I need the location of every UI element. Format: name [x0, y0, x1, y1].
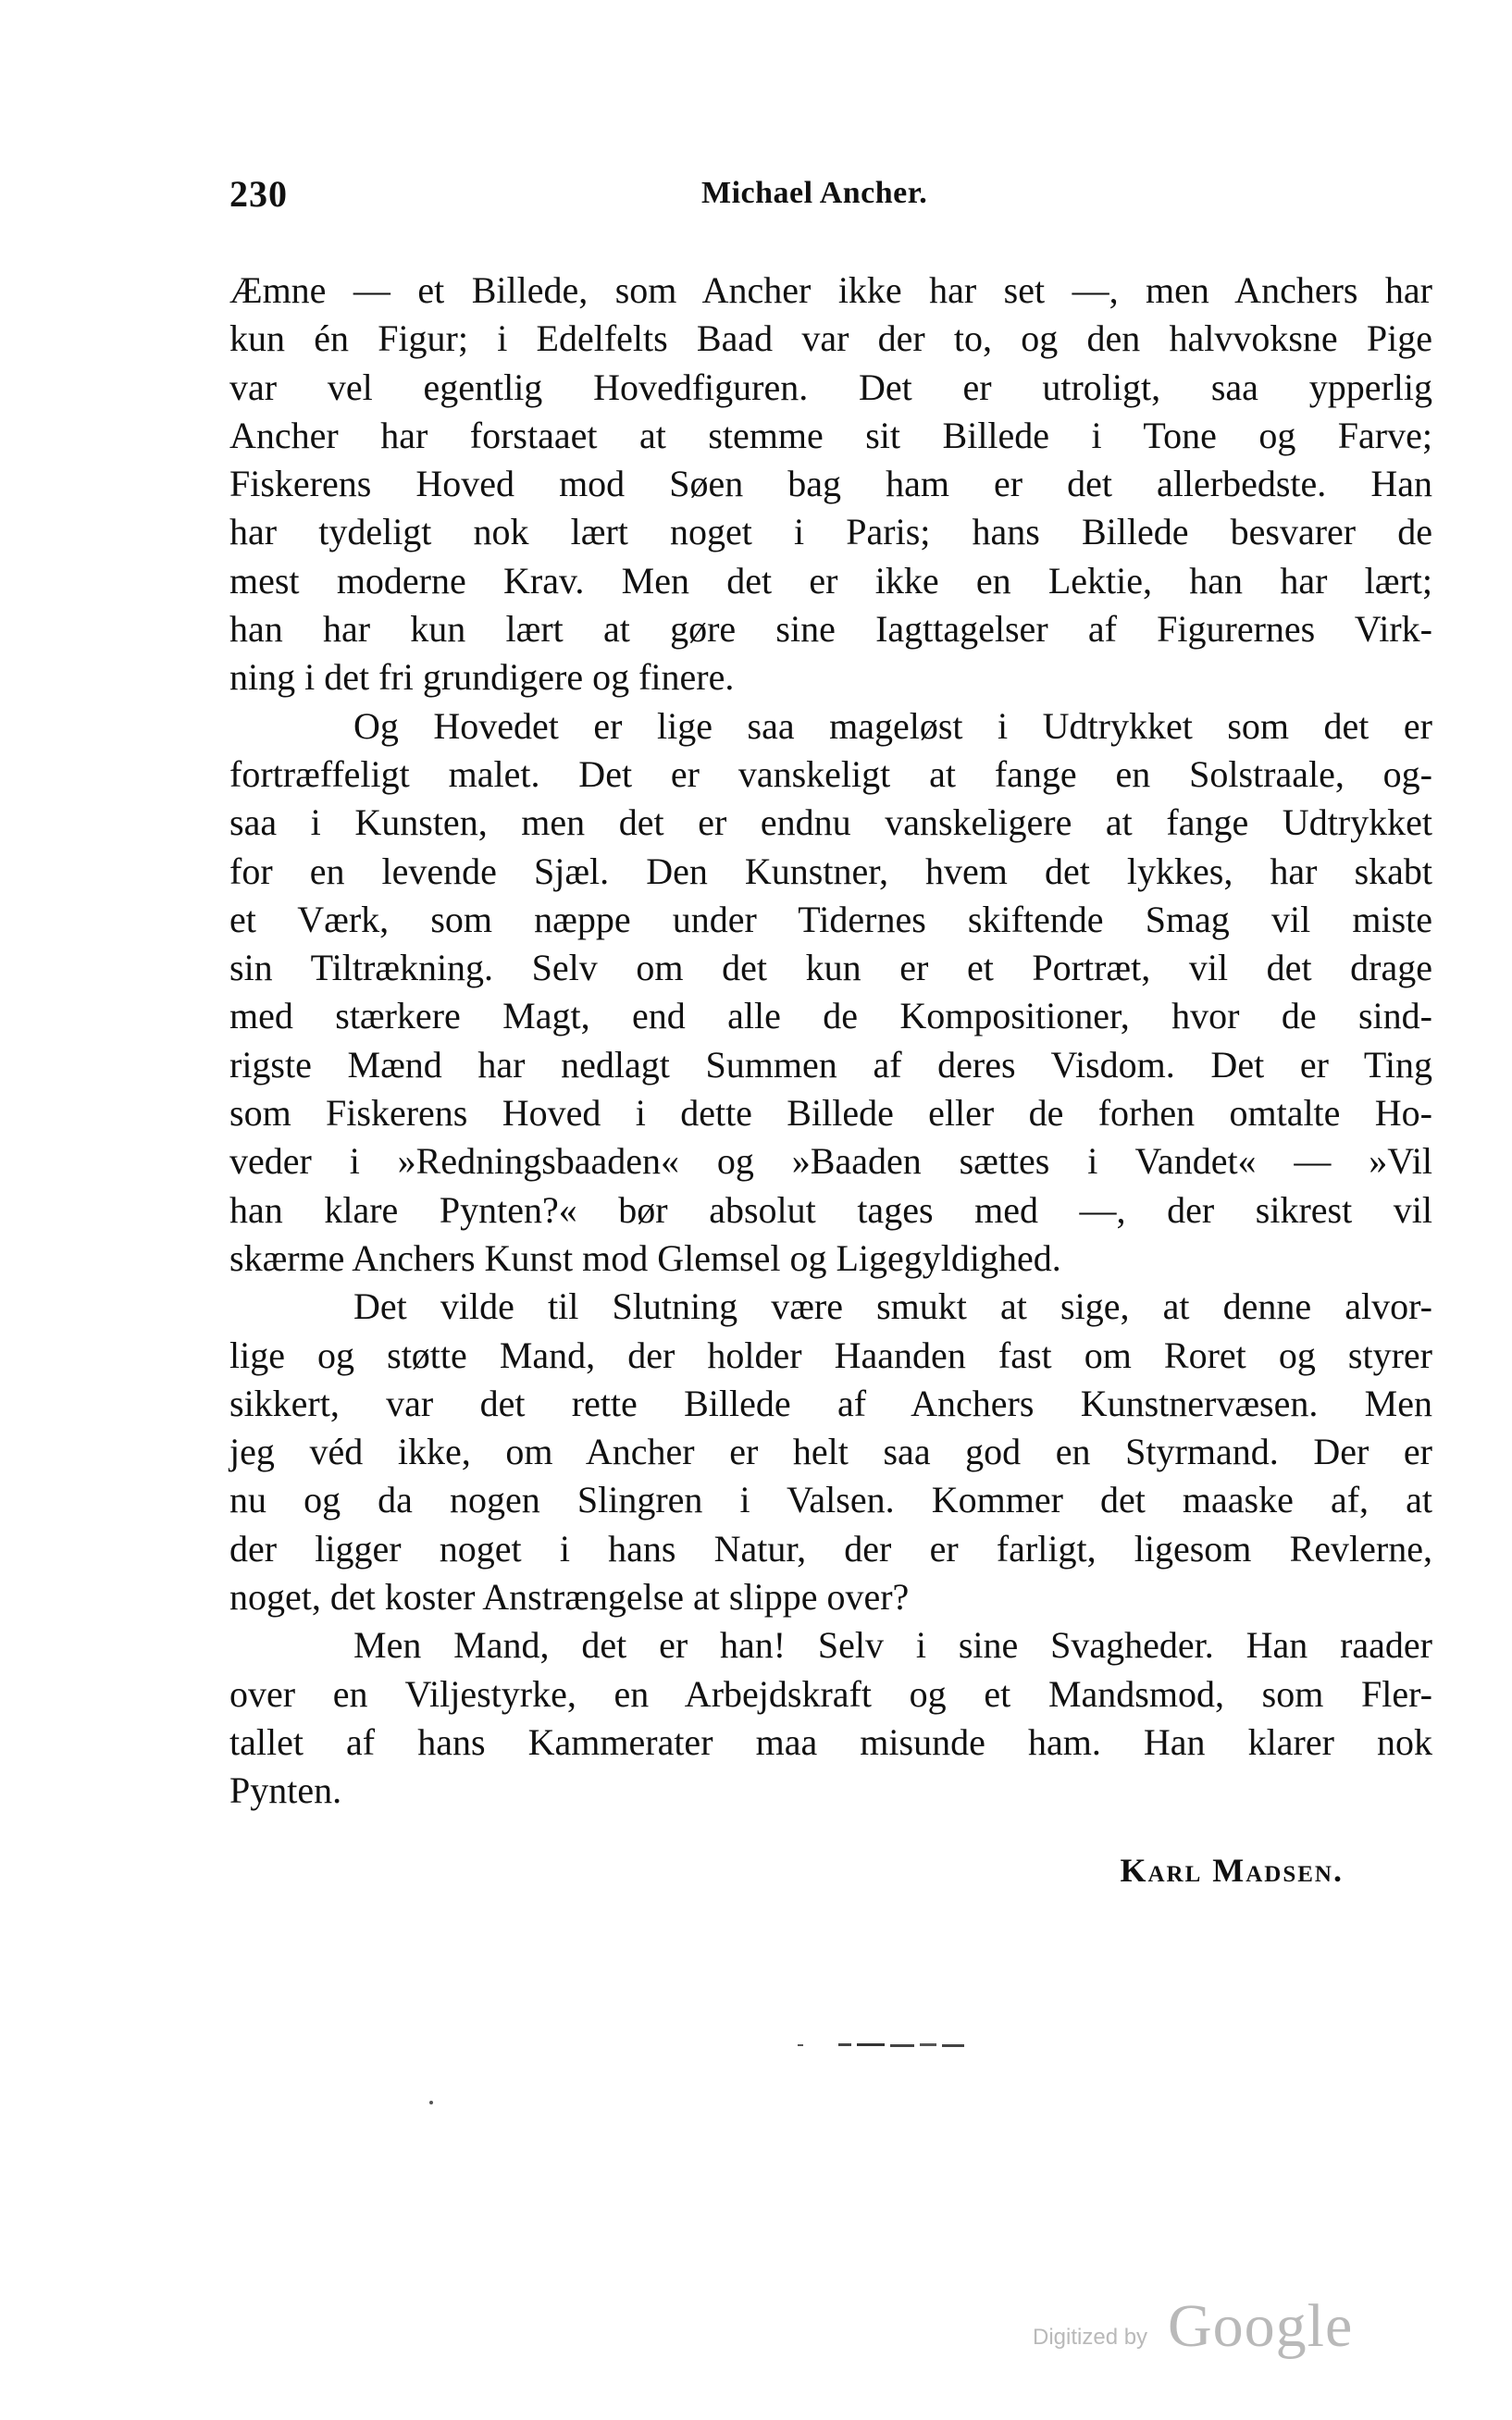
text-line: for en levende Sjæl. Den Kunstner, hvem det lykkes, har skabt [229, 850, 1432, 892]
page-number: 230 [229, 173, 288, 215]
text-line: Men Mand, det er han! Selv i sine Svagheder. Han raader [353, 1624, 1432, 1667]
text-line: veder i »Redningsbaaden« og »Baaden sættes i Vandet« — »Vil [229, 1140, 1432, 1183]
text-line: nu og da nogen Slingren i Valsen. Kommer det maaske af, at [229, 1479, 1432, 1521]
body-text [229, 267, 1432, 1816]
text-line: som Fiskerens Hoved i dette Billede eller de forhen omtalte Ho- [229, 1092, 1432, 1135]
digitization-watermark [1033, 2291, 1354, 2365]
text-line: ning i det fri grundigere og finere. [229, 656, 735, 699]
text-line: Fiskerens Hoved mod Søen bag ham er det allerbedste. Han [229, 463, 1432, 505]
text-line: Ancher har forstaaet at stemme sit Billede i Tone og Farve; [229, 414, 1432, 456]
ink-speck [429, 2101, 433, 2104]
text-line: Æmne — et Billede, som Ancher ikke har set —, men Anchers har [229, 269, 1432, 311]
text-line: Og Hovedet er lige saa mageløst i Udtrykket som det er [353, 704, 1432, 747]
google-logo: Google [1168, 2292, 1354, 2360]
text-line: rigste Mænd har nedlagt Summen af deres Visdom. Det er Ting [229, 1043, 1432, 1086]
text-line: mest moderne Krav. Men det er ikke en Lektie, han har lært; [229, 559, 1432, 602]
text-line: over en Viljestyrke, en Arbejdskraft og et Mandsmod, som Fler- [229, 1672, 1432, 1715]
text-line: kun én Figur; i Edelfelts Baad var der to, og den halvvoksne Pige [229, 317, 1432, 360]
text-line: Pynten. [229, 1769, 342, 1812]
text-line: sikkert, var det rette Billede af Anchers Kunstnervæsen. Men [229, 1382, 1432, 1424]
printer-ornament-dashes [798, 2041, 970, 2049]
text-line: skærme Anchers Kunst mod Glemsel og Ligegyldighed. [229, 1236, 1061, 1279]
text-line: der ligger noget i hans Natur, der er farligt, ligesom Revlerne, [229, 1527, 1432, 1570]
text-line: noget, det koster Anstrængelse at slippe over? [229, 1576, 910, 1619]
author-signature: Karl Madsen. [1120, 1852, 1344, 1889]
text-line: lige og støtte Mand, der holder Haanden fast om Roret og styrer [229, 1334, 1432, 1376]
text-line: fortræffeligt malet. Det er vanskeligt at fange en Solstraale, og- [229, 752, 1432, 795]
text-line: jeg véd ikke, om Ancher er helt saa god en Styrmand. Der er [229, 1431, 1432, 1473]
text-line: sin Tiltrækning. Selv om det kun er et Portræt, vil det drage [229, 947, 1432, 989]
text-line: med stærkere Magt, end alle de Kompositioner, hvor de sind- [229, 995, 1432, 1037]
running-title: Michael Ancher. [701, 176, 928, 210]
text-line: var vel egentlig Hovedfiguren. Det er utroligt, saa ypperlig [229, 366, 1432, 408]
watermark-prefix: Digitized by [1033, 2325, 1148, 2350]
text-line: saa i Kunsten, men det er endnu vanskeligere at fange Udtrykket [229, 801, 1432, 844]
text-line: et Værk, som næppe under Tidernes skiftende Smag vil miste [229, 898, 1432, 940]
text-line: har tydeligt nok lært noget i Paris; hans Billede besvarer de [229, 511, 1432, 553]
page-header [229, 172, 1432, 228]
text-line: han klare Pynten?« bør absolut tages med —, der sikrest vil [229, 1188, 1432, 1231]
text-line: Det vilde til Slutning være smukt at sige, at denne alvor- [353, 1285, 1432, 1328]
text-line: han har kun lært at gøre sine Iagttagelser af Figurernes Virk- [229, 608, 1432, 651]
text-line: tallet af hans Kammerater maa misunde ham. Han klarer nok [229, 1720, 1432, 1763]
